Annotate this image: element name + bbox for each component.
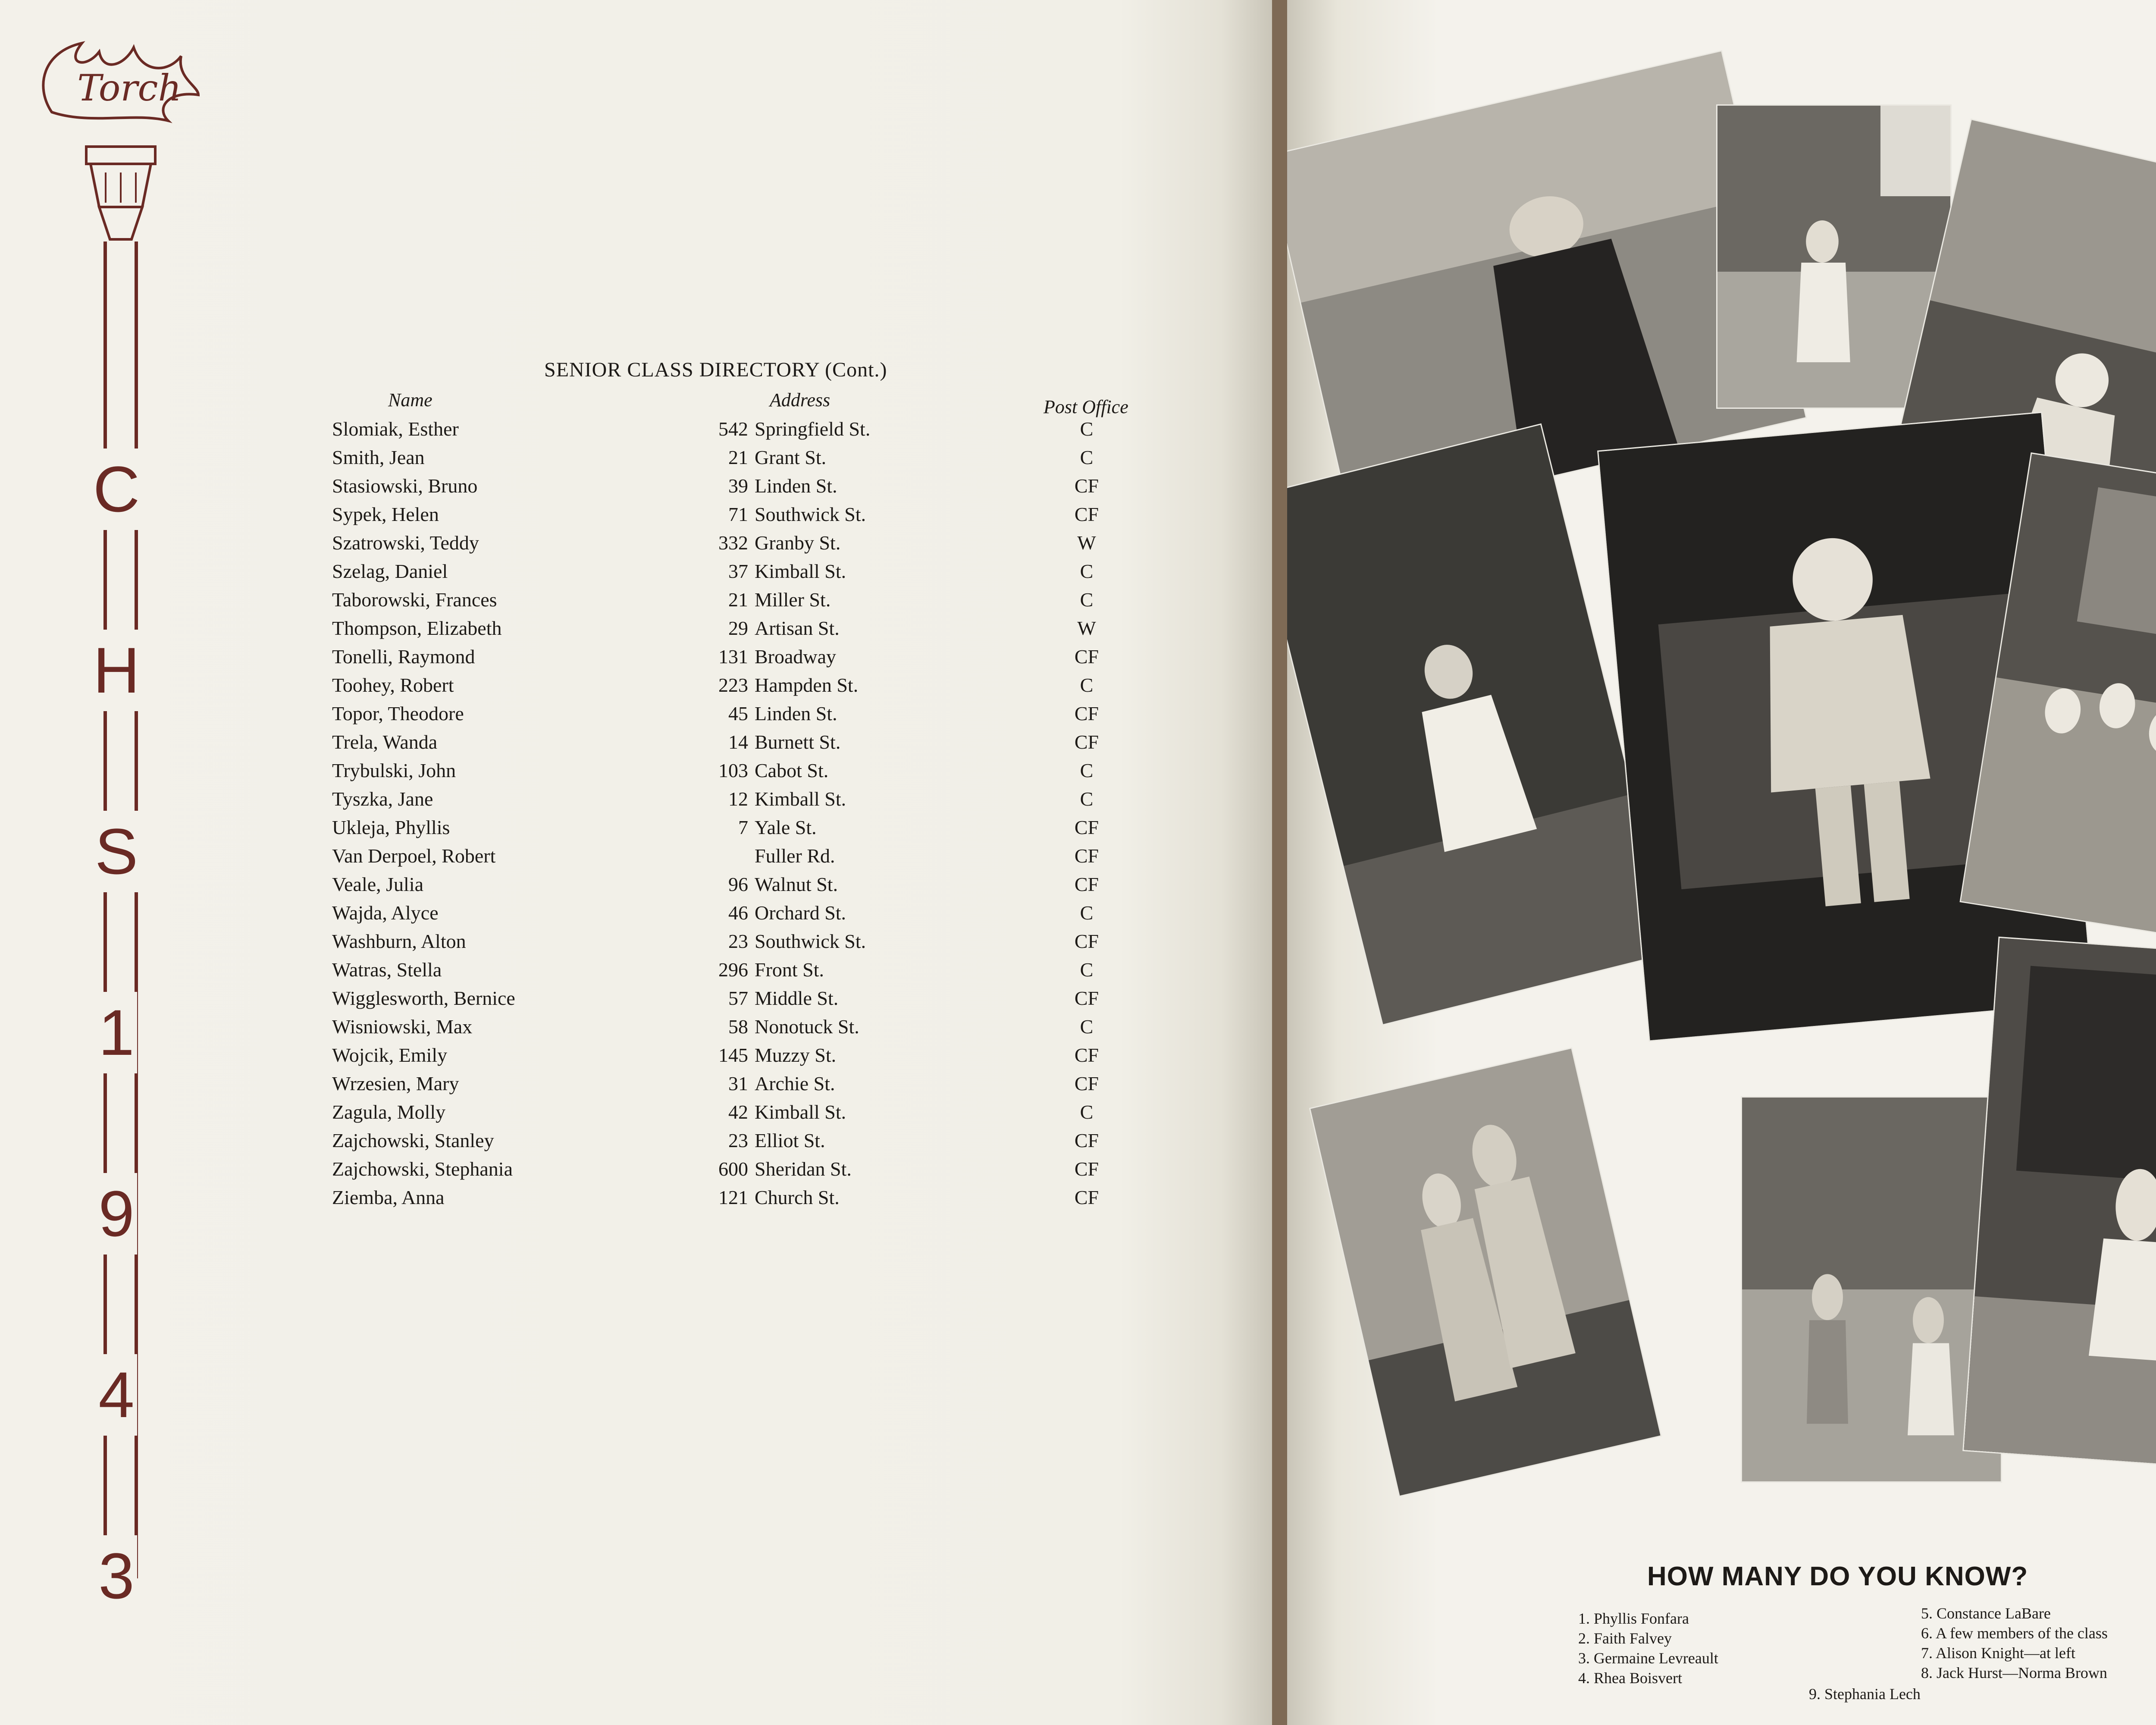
- post-office: W: [1077, 532, 1096, 554]
- address-number: 42: [728, 1101, 748, 1123]
- student-name: Zajchowski, Stanley: [332, 1129, 494, 1151]
- spine-letter: 3: [26, 1535, 207, 1716]
- address-street: Muzzy St.: [755, 1044, 837, 1066]
- caption-item: 1. Phyllis Fonfara: [1578, 1610, 1689, 1627]
- student-name: Wajda, Alyce: [332, 902, 439, 924]
- student-name: Wrzesien, Mary: [332, 1073, 459, 1095]
- directory-row: [0, 417, 1250, 446]
- address-number: 12: [728, 788, 748, 810]
- address-street: Kimball St.: [755, 788, 846, 810]
- collage-title: HOW MANY DO YOU KNOW?: [1647, 1562, 2028, 1591]
- address-street: Hampden St.: [755, 674, 859, 696]
- student-name: Thompson, Elizabeth: [332, 617, 502, 639]
- address-street: Linden St.: [755, 475, 837, 497]
- student-name: Szatrowski, Teddy: [332, 532, 479, 554]
- post-office: C: [1080, 560, 1094, 582]
- post-office: CF: [1074, 1044, 1099, 1066]
- student-name: Slomiak, Esther: [332, 418, 459, 440]
- address-street: Orchard St.: [755, 902, 846, 924]
- caption-column-right: [1921, 1603, 2108, 1683]
- directory-row: [0, 674, 1250, 702]
- address-street: Middle St.: [755, 987, 839, 1009]
- address-number: 296: [718, 959, 748, 981]
- caption-item: 5. Constance LaBare: [1921, 1605, 2051, 1622]
- post-office: W: [1077, 617, 1096, 639]
- directory-row: [0, 1157, 1250, 1186]
- address-street: Grant St.: [755, 446, 827, 468]
- address-street: Burnett St.: [755, 731, 841, 753]
- post-office: CF: [1074, 873, 1099, 895]
- address-street: Southwick St.: [755, 930, 866, 952]
- header-address: Address: [770, 389, 830, 411]
- directory-row: [0, 816, 1250, 844]
- directory-row: [0, 474, 1250, 503]
- directory-row: [0, 702, 1250, 731]
- directory-row: [0, 873, 1250, 901]
- directory-row: [0, 901, 1250, 930]
- address-number: 145: [718, 1044, 748, 1066]
- post-office: CF: [1074, 1186, 1099, 1208]
- student-name: Wojcik, Emily: [332, 1044, 448, 1066]
- post-office: CF: [1074, 731, 1099, 753]
- directory-row: [0, 958, 1250, 987]
- post-office: CF: [1074, 503, 1099, 525]
- address-number: 96: [728, 873, 748, 895]
- torch-cup-icon: [82, 142, 160, 242]
- post-office: C: [1080, 902, 1094, 924]
- post-office: C: [1080, 446, 1094, 468]
- address-street: Archie St.: [755, 1073, 835, 1095]
- post-office: CF: [1074, 475, 1099, 497]
- address-street: Nonotuck St.: [755, 1016, 859, 1038]
- post-office: C: [1080, 759, 1094, 781]
- post-office: CF: [1074, 816, 1099, 838]
- student-name: Ukleja, Phyllis: [332, 816, 450, 838]
- address-street: Walnut St.: [755, 873, 838, 895]
- post-office: C: [1080, 1101, 1094, 1123]
- post-office: CF: [1074, 930, 1099, 952]
- directory-row: [0, 1101, 1250, 1129]
- student-name: Toohey, Robert: [332, 674, 454, 696]
- student-name: Trela, Wanda: [332, 731, 438, 753]
- directory-row: [0, 1186, 1250, 1214]
- directory-row: [0, 844, 1250, 873]
- address-street: Yale St.: [755, 816, 817, 838]
- address-number: 45: [728, 703, 748, 724]
- directory-row: [0, 731, 1250, 759]
- directory-row: [0, 759, 1250, 787]
- student-name: Washburn, Alton: [332, 930, 466, 952]
- baby-photo-7: [1310, 1049, 1660, 1496]
- address-number: 600: [718, 1158, 748, 1180]
- directory-row: [0, 560, 1250, 588]
- address-number: 103: [718, 759, 748, 781]
- address-number: 223: [718, 674, 748, 696]
- directory-row: [0, 617, 1250, 645]
- post-office: C: [1080, 589, 1094, 611]
- student-name: Tonelli, Raymond: [332, 646, 475, 668]
- student-name: Taborowski, Frances: [332, 589, 497, 611]
- student-name: Topor, Theodore: [332, 703, 464, 724]
- student-name: Wisniowski, Max: [332, 1016, 473, 1038]
- spine-letter: H: [26, 630, 207, 811]
- spine-letter: 4: [26, 1354, 207, 1535]
- student-name: Szelag, Daniel: [332, 560, 448, 582]
- address-number: 21: [728, 446, 748, 468]
- address-street: Linden St.: [755, 703, 837, 724]
- student-name: Stasiowski, Bruno: [332, 475, 478, 497]
- book-gutter: [1272, 0, 1287, 1725]
- address-street: Elliot St.: [755, 1129, 825, 1151]
- post-office: CF: [1074, 987, 1099, 1009]
- directory-row: [0, 531, 1250, 560]
- student-name: Veale, Julia: [332, 873, 424, 895]
- directory-row: [0, 503, 1250, 531]
- student-name: Zajchowski, Stephania: [332, 1158, 513, 1180]
- directory-row: [0, 1129, 1250, 1157]
- post-office: CF: [1074, 845, 1099, 867]
- directory-row: [0, 987, 1250, 1015]
- post-office: CF: [1074, 646, 1099, 668]
- baby-photo-9: [1964, 938, 2156, 1473]
- address-street: Southwick St.: [755, 503, 866, 525]
- directory-row: [0, 1044, 1250, 1072]
- caption-item: 6. A few members of the class: [1921, 1625, 2108, 1642]
- address-number: 71: [728, 503, 748, 525]
- post-office: C: [1080, 959, 1094, 981]
- address-street: Sheridan St.: [755, 1158, 852, 1180]
- address-street: Cabot St.: [755, 759, 829, 781]
- baby-photo-8: [1742, 1098, 2001, 1481]
- student-name: Van Derpoel, Robert: [332, 845, 496, 867]
- directory-row: [0, 930, 1250, 958]
- student-name: Sypek, Helen: [332, 503, 439, 525]
- address-street: Fuller Rd.: [755, 845, 835, 867]
- address-number: 21: [728, 589, 748, 611]
- address-street: Kimball St.: [755, 1101, 846, 1123]
- directory-row: [0, 1015, 1250, 1044]
- address-number: 37: [728, 560, 748, 582]
- directory-row: [0, 787, 1250, 816]
- post-office: C: [1080, 788, 1094, 810]
- address-street: Artisan St.: [755, 617, 840, 639]
- address-number: 58: [728, 1016, 748, 1038]
- header-name: Name: [388, 389, 432, 411]
- address-number: 332: [718, 532, 748, 554]
- address-number: 131: [718, 646, 748, 668]
- student-name: Watras, Stella: [332, 959, 442, 981]
- directory-rows: [0, 417, 1250, 1214]
- address-number: 542: [718, 418, 748, 440]
- caption-item: 7. Alison Knight—at left: [1921, 1644, 2075, 1662]
- address-number: 46: [728, 902, 748, 924]
- directory-row: [0, 645, 1250, 674]
- student-name: Wigglesworth, Bernice: [332, 987, 515, 1009]
- student-name: Smith, Jean: [332, 446, 425, 468]
- caption-item: 2. Faith Falvey: [1578, 1630, 1672, 1647]
- address-street: Front St.: [755, 959, 824, 981]
- student-name: Tyszka, Jane: [332, 788, 433, 810]
- post-office: CF: [1074, 1129, 1099, 1151]
- directory-row: [0, 446, 1250, 474]
- address-street: Miller St.: [755, 589, 831, 611]
- address-number: 57: [728, 987, 748, 1009]
- address-street: Broadway: [755, 646, 837, 668]
- address-number: 7: [738, 816, 748, 838]
- address-street: Kimball St.: [755, 560, 846, 582]
- right-page: [1287, 0, 2156, 1725]
- directory-row: [0, 1072, 1250, 1101]
- post-office: C: [1080, 674, 1094, 696]
- spine-letter: S: [26, 811, 207, 992]
- address-number: 23: [728, 1129, 748, 1151]
- torch-title-left: Torch: [77, 67, 182, 109]
- address-number: 121: [718, 1186, 748, 1208]
- caption-item: 4. Rhea Boisvert: [1578, 1669, 1682, 1687]
- address-number: 29: [728, 617, 748, 639]
- caption-item: 8. Jack Hurst—Norma Brown: [1921, 1664, 2107, 1681]
- student-name: Zagula, Molly: [332, 1101, 446, 1123]
- directory-row: [0, 588, 1250, 617]
- directory-title: SENIOR CLASS DIRECTORY (Cont.): [544, 358, 887, 381]
- post-office: C: [1080, 418, 1094, 440]
- address-number: 23: [728, 930, 748, 952]
- student-name: Trybulski, John: [332, 759, 456, 781]
- spine-letter: 9: [26, 1173, 207, 1354]
- caption-last: 9. Stephania Lech: [1809, 1685, 1921, 1703]
- post-office: C: [1080, 1016, 1094, 1038]
- header-post-office: Post Office: [1044, 396, 1128, 417]
- post-office: CF: [1074, 1073, 1099, 1095]
- spine-letter: 1: [26, 992, 207, 1173]
- address-number: 14: [728, 731, 748, 753]
- student-name: Ziemba, Anna: [332, 1186, 445, 1208]
- caption-column-left: [1578, 1609, 1718, 1688]
- address-street: Springfield St.: [755, 418, 871, 440]
- caption-item: 3. Germaine Levreault: [1578, 1650, 1718, 1667]
- address-street: Granby St.: [755, 532, 841, 554]
- address-number: 31: [728, 1073, 748, 1095]
- address-number: 39: [728, 475, 748, 497]
- address-street: Church St.: [755, 1186, 840, 1208]
- post-office: CF: [1074, 1158, 1099, 1180]
- post-office: CF: [1074, 703, 1099, 724]
- spine-letter: C: [26, 448, 207, 630]
